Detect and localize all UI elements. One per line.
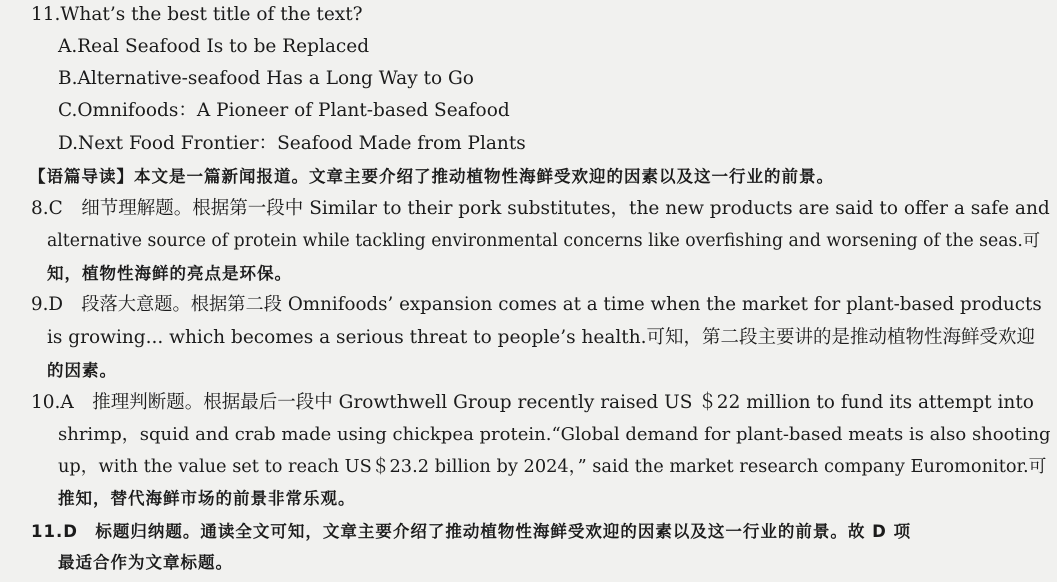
answer-8-line-2: alternative source of protein while tackling environmental concerns like overfishing and worsening of the seas.可 [47,231,1041,251]
option-a: A.Real Seafood Is to be Replaced [58,36,370,57]
passage-guide: 【语篇导读】本文是一篇新闻报道。文章主要介绍了推动植物性海鲜受欢迎的因素以及这一行业的前景。 [29,167,834,186]
answer-8-line-3: 知，植物性海鲜的亮点是环保。 [47,264,292,283]
answer-9-line-2: is growing... which becomes a serious threat to people’s health.可知，第二段主要讲的是推动植物性海鲜受欢迎 [47,327,1036,348]
answer-9-line-3: 的因素。 [47,361,117,380]
answer-10-line-4: 推知，替代海鲜市场的前景非常乐观。 [58,489,356,508]
answer-10-line-2: shrimp，squid and crab made using chickpea protein.“Global demand for plant-based meats is also shooting [58,424,1051,445]
answer-10-line-1: 10.A 推理判断题。根据最后一段中 Growthwell Group recently raised US ＄22 million to fund its attempt into [31,392,1034,413]
answer-9-line-1: 9.D 段落大意题。根据第二段 Omnifoods’ expansion comes at a time when the market for plant-based products [31,294,1042,315]
answer-10-line-3: up，with the value set to reach US＄23.2 billion by 2024，” said the market research company Euromonitor.可 [58,457,1047,477]
option-d: D.Next Food Frontier：Seafood Made from Plants [58,133,526,154]
option-b: B.Alternative-seafood Has a Long Way to Go [58,68,474,89]
answer-11-line-2: 最适合作为文章标题。 [58,553,233,572]
question-11-stem: 11.What’s the best title of the text? [31,4,363,25]
answer-8-line-1: 8.C 细节理解题。根据第一段中 Similar to their pork substitutes，the new products are said to offer a safe and [31,198,1050,219]
option-c: C.Omnifoods：A Pioneer of Plant-based Seafood [58,100,510,121]
answer-11-line-1: 11.D 标题归纳题。通读全文可知，文章主要介绍了推动植物性海鲜受欢迎的因素以及这一行业的前景。故 D 项 [31,522,912,541]
